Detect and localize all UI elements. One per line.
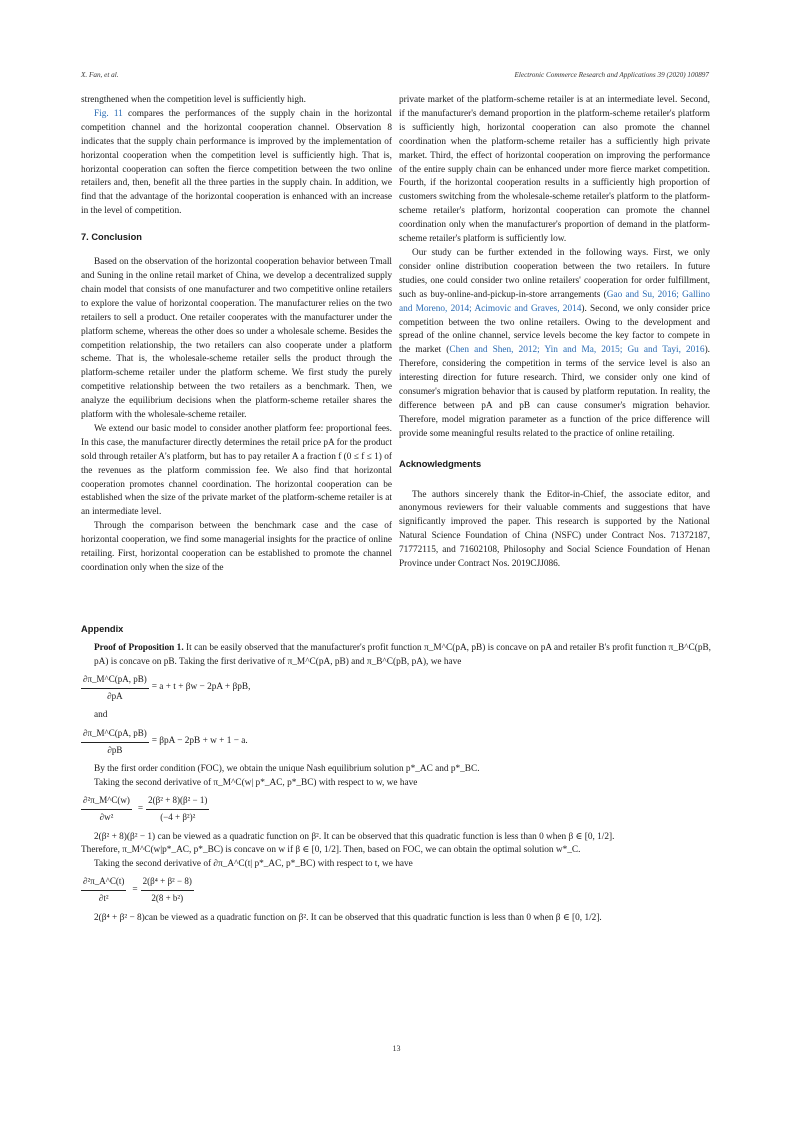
running-header-authors: X. Fan, et al. [81,71,119,79]
equation-fraction [141,875,194,905]
equation-fraction [146,794,209,824]
equation-fraction [81,875,126,905]
fraction-denominator: ∂t² [98,892,109,903]
running-header-journal: Electronic Commerce Research and Applications 39 (2020) 100897 [514,71,709,79]
proof-text-quadratic-2: 2(β⁴ + β² − 8)can be viewed as a quadratic function on β². It can be observed that this quadratic function is less than 0 when β ∈ [0, 1/2]. [94,912,602,923]
left-column [81,94,392,576]
fraction-numerator: 2(β² + 8)(β² − 1) [146,794,209,810]
fraction-numerator: ∂π_M^C(pA, pB) [81,727,149,743]
proof-text-second-derivative: Taking the second derivative of π_M^C(w| p*_AC, p*_BC) with respect to w, we have [94,777,418,788]
proof-text-concave: Therefore, π_M^C(w|p*_AC, p*_BC) is concave on w if β ∈ [0, 1/2]. Then, based on FOC, we can obtain the optimal solution w*_C. [81,845,581,856]
proof-text-quadratic-1: 2(β² + 8)(β² − 1) can be viewed as a quadratic function on β². It can be observed that this quadratic function is less than 0 when β ∈ [0, 1/2]. [94,831,615,842]
citation-link[interactable]: Chen and Shen, 2012; Yin and Ma, 2015; Gu and Tayi, 2016 [449,345,705,356]
paragraph-text: ). Therefore, considering the competition in terms of the service level is also an interesting direction for future research. Third, we consider only one kind of consumer's migration behavior that is caused by platform reputation. In reality, the difference between pA and pB can cause consumer's migration behavior. Therefore, model migration parameter as a function of the price difference will provide some meaningful results related to the practice of online retailing. [399,345,710,439]
appendix-body [81,642,711,925]
proof-text: It can be easily observed that the manufacturer's profit function π_M^C(pA, pB) is concave on pA and retailer B's profit function π_B^C(pB, pA) is concave on pB. Taking the first derivative of π_M^C(pA, pB) and π_B^C(pB, pA), we have [94,643,711,667]
fraction-numerator: ∂²π_A^C(t) [81,875,126,891]
equation-1 [81,673,711,703]
proof-intro [81,642,711,669]
fraction-denominator: ∂pB [107,744,123,755]
paragraph-text: ). Second, we only consider price competition between the two online retailers. Owing to the development and spread of the online channel, service levels become the key factor to compete in the market ( [399,303,710,356]
paragraph-text: Our study can be further extended in the following ways. First, we only consider online distribution cooperation between the two retailers. In future studies, one could consider two online retailers' cooperation for order fulfillment, such as buy-online-and-pickup-in-store arrangements ( [399,247,710,300]
fraction-numerator: ∂π_M^C(pA, pB) [81,673,149,689]
paragraph-future-work [399,247,710,442]
proof-text-second-derivative-t: Taking the second derivative of ∂π_A^C(t| p*_AC, p*_BC) with respect to t, we have [94,858,413,869]
equals-sign: = [132,884,138,895]
paragraph-conclusion-3: Through the comparison between the benchmark case and the case of horizontal cooperation, we find some managerial insights for the practice of online retailing. First, horizontal cooperation can be established to promote the channel coordination only when the size of the [81,521,392,573]
paragraph-text: compares the performances of the supply chain in the horizontal competition channel and the horizontal cooperation channel. Observation 8 indicates that the supply chain performance is improved by the implementation of horizontal cooperation when the competition level is sufficiently high. That is, horizontal cooperation can soften the fierce competition between the two online retailers and, then, benefit all the three parties in the supply chain. In addition, we find that the advantage of the horizontal cooperation is enhanced with an increase in the level of competition. [81,108,392,217]
figure-link[interactable]: Fig. 11 [94,108,123,119]
equation-rhs: = a + t + βw − 2pA + βpB, [151,682,251,693]
fraction-denominator: (−4 + β²)² [160,811,196,822]
equation-fraction [81,794,132,824]
equals-sign: = [137,803,144,814]
section-heading-acknowledgments: Acknowledgments [399,458,482,469]
equation-4 [81,875,711,905]
equation-2 [81,727,711,757]
fraction-denominator: ∂w² [99,811,114,822]
paragraph-fig11 [81,108,392,219]
section-heading-conclusion: 7. Conclusion [81,232,142,243]
paragraph-conclusion-2: We extend our basic model to consider another platform fee: proportional fees. In this case, the manufacturer directly determines the retail price pA for the product sold through retailer A's platform, but has to pay retailer A a fraction f (0 ≤ f ≤ 1) of the revenues as the platform commission fee. We also find that horizontal cooperation promotes channel coordination. The horizontal cooperation can be established when the size of the private market of the platform-scheme retailer is at an intermediate level. [81,423,392,518]
paragraph-acknowledgments: The authors sincerely thank the Editor-in-Chief, the associate editor, and anonymous reviewers for their valuable comments and suggestions that have significantly improved the paper. This research is supported by the National Natural Science Foundation of China (NSFC) under Contract Nos. 71372187, 71772115, and 71602108, Philosophy and Social Science Foundation of Henan Province under Contract Nos. 2019CJJ086. [399,489,710,570]
citation-link[interactable]: Gao and Su, 2016; Gallino and Moreno, 2014; Acimovic and Graves, 2014 [399,289,710,314]
connector-text: and [94,710,108,721]
fraction-numerator: 2(β⁴ + β² − 8) [141,875,194,891]
paragraph-conclusion-1: Based on the observation of the horizontal cooperation behavior between Tmall and Suning in the online retail market of China, we develop a decentralized supply chain model that consists of one manufacturer and two competitive online retailers to explore the value of horizontal cooperation. The manufacturer relies on the two retailers to sell a product. One retailer cooperates with the manufacturer under the platform scheme, whereas the other does so under a wholesale scheme. Besides the competition relationship, the two retailers can also cooperate under a platform scheme. That is, the wholesale-scheme retailer sells the product through the platform-scheme retailer under the platform scheme. We first study the purely competitive relationship between the two retailers as a benchmark. Then, we analyze the equilibrium decisions when the platform-scheme retailer shares the platform with the wholesale-scheme retailer. [81,257,392,421]
proof-label: Proof of Proposition 1. [94,643,184,653]
paragraph-continued: strengthened when the competition level is sufficiently high. [81,95,306,105]
fraction-denominator: 2(8 + b²) [151,892,184,903]
equation-3 [81,794,711,824]
fraction-numerator: ∂²π_M^C(w) [81,794,132,810]
equation-fraction [81,727,149,757]
equation-rhs: = βpA − 2pB + w + 1 − a. [151,736,248,747]
fraction-denominator: ∂pA [107,690,123,701]
appendix-heading: Appendix [81,624,124,634]
paragraph-continued-right: private market of the platform-scheme retailer is at an intermediate level. Second, if the manufacturer's demand proportion in the platform-scheme retailer's platform is sufficiently high, horizontal cooperation can also promote the channel coordination when the platform-scheme retailer has a sufficiently high private market. Third, the effect of horizontal cooperation on improving the performance of the entire supply chain can be enhanced under more fierce market competition. Fourth, if the horizontal cooperation results in a sufficiently high proportion of customers switching from the wholesale-scheme retailer's platform to the platform-scheme retailer's platform, horizontal cooperation can promote the channel coordination only when the manufacturer's proportion of demand in the platform-scheme retailer's platform is sufficiently low. [399,95,710,245]
right-column [399,94,710,572]
page-number: 13 [392,1044,401,1053]
proof-text-foc: By the first order condition (FOC), we obtain the unique Nash equilibrium solution p*_AC and p*_BC. [94,764,480,775]
equation-fraction [81,673,149,703]
